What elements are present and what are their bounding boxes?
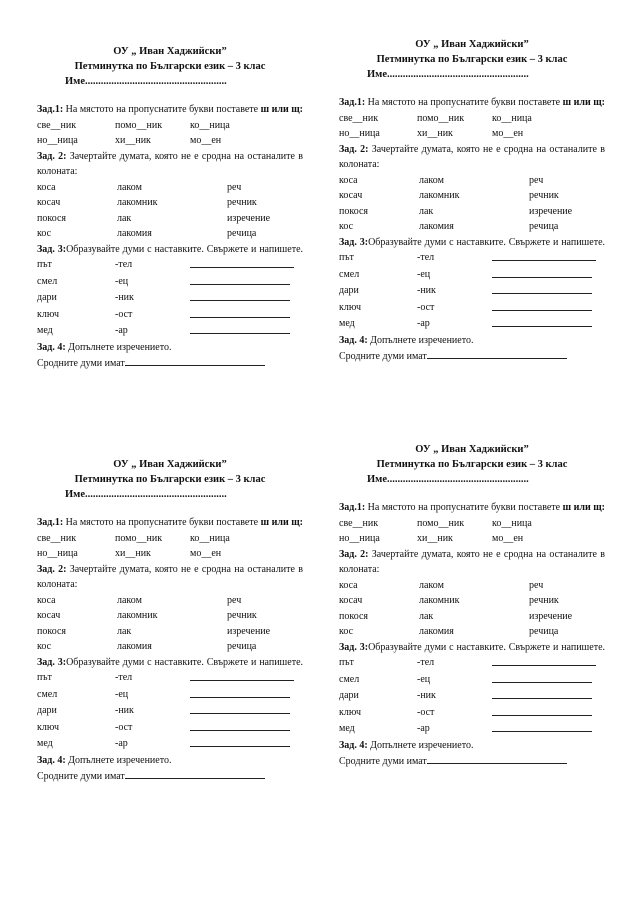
task2-row xyxy=(37,639,303,655)
word-cell: път xyxy=(37,672,52,683)
answer-blank[interactable] xyxy=(125,355,265,366)
task4-text: Допълнете изречението. xyxy=(367,739,474,751)
task1-row xyxy=(37,118,303,134)
task2-instruction xyxy=(339,142,605,173)
suffix-cell: -тел xyxy=(417,657,435,668)
task4-sentence-line xyxy=(37,768,303,785)
school-name: ОУ „ Иван Хаджийски” xyxy=(415,39,529,50)
school-name: ОУ „ Иван Хаджийски” xyxy=(415,444,529,455)
word-cell: лаком xyxy=(419,579,444,591)
answer-blank[interactable] xyxy=(427,348,567,359)
task1-row xyxy=(37,531,303,547)
word-cell: изречение xyxy=(227,212,271,224)
word-cell: коса xyxy=(339,174,358,186)
task3-row xyxy=(339,283,605,300)
word-cell: кос xyxy=(339,626,354,637)
word-cell: кос xyxy=(37,641,52,652)
word-cell: све__ник xyxy=(339,517,379,529)
word-cell: реч xyxy=(227,594,242,606)
answer-blank[interactable] xyxy=(190,307,290,318)
name-line xyxy=(37,487,303,502)
suffix-cell: -ар xyxy=(417,318,430,329)
word-cell: хи__ник xyxy=(115,135,151,146)
task1-label: Зад.1: xyxy=(37,104,64,115)
worksheet-card xyxy=(339,37,605,365)
word-cell: речник xyxy=(227,197,257,208)
word-cell: лак xyxy=(419,610,434,622)
word-cell: хи__ник xyxy=(417,533,453,544)
word-cell: смел xyxy=(37,688,58,700)
suffix-cell: -ец xyxy=(115,275,129,287)
word-cell: речица xyxy=(529,221,559,232)
task4-text: Допълнете изречението. xyxy=(65,754,172,766)
name-label: Име xyxy=(65,76,85,87)
task2-row xyxy=(339,173,605,189)
word-cell: дари xyxy=(37,705,57,716)
task2-row xyxy=(37,211,303,227)
word-cell: све__ник xyxy=(37,119,77,131)
task2-text: Зачертайте думата, която не е сродна на останалите в колоната: xyxy=(339,548,605,575)
suffix-cell: -ник xyxy=(115,705,134,716)
task2-row xyxy=(37,608,303,624)
word-cell: ключ xyxy=(37,308,59,320)
task1-instruction xyxy=(37,515,303,531)
task3-row xyxy=(37,307,303,324)
answer-blank[interactable] xyxy=(190,720,290,731)
task4-text: Допълнете изречението. xyxy=(367,334,474,346)
word-cell: мед xyxy=(37,738,53,749)
word-cell: ко__ница xyxy=(190,119,230,131)
suffix-cell: -ар xyxy=(115,738,128,749)
task4-sentence: Сродните думи имат xyxy=(37,358,125,369)
answer-blank[interactable] xyxy=(492,267,592,278)
word-cell: косач xyxy=(37,197,61,208)
task4-instruction xyxy=(37,340,303,356)
task4-sentence: Сродните думи имат xyxy=(339,351,427,362)
word-cell: покося xyxy=(37,212,66,224)
word-cell: лак xyxy=(117,212,132,224)
task1-instruction xyxy=(37,102,303,118)
answer-blank[interactable] xyxy=(492,688,592,699)
word-cell: лак xyxy=(117,625,132,637)
task4-instruction xyxy=(37,753,303,769)
worksheet-card xyxy=(37,44,303,372)
word-cell: мед xyxy=(37,325,53,336)
task1-text: На мястото на пропуснатите букви поставете xyxy=(365,97,563,108)
task4-sentence: Сродните думи имат xyxy=(339,756,427,767)
word-cell: изречение xyxy=(227,625,271,637)
answer-blank[interactable] xyxy=(190,323,290,334)
answer-blank[interactable] xyxy=(492,721,592,732)
suffix-cell: -ост xyxy=(115,308,133,320)
word-cell: кос xyxy=(339,221,354,232)
answer-blank[interactable] xyxy=(190,290,290,301)
task2-row xyxy=(37,180,303,196)
suffix-cell: -тел xyxy=(417,252,435,263)
task2-row xyxy=(37,226,303,242)
task1-letters: ш или щ: xyxy=(260,517,303,528)
suffix-cell: -ец xyxy=(115,688,129,700)
word-cell: речица xyxy=(227,641,257,652)
task3-row xyxy=(339,300,605,317)
task2-row xyxy=(37,624,303,640)
suffix-cell: -ник xyxy=(417,690,436,701)
word-cell: лаком xyxy=(117,594,142,606)
word-cell: речник xyxy=(227,610,257,621)
task3-row xyxy=(37,703,303,720)
task1-row xyxy=(37,546,303,562)
task1-label: Зад.1: xyxy=(339,97,366,108)
worksheet-subtitle: Петминутка по Български език – 3 клас xyxy=(74,474,266,485)
school-name: ОУ „ Иван Хаджийски” xyxy=(113,46,227,57)
task1-instruction xyxy=(339,95,605,111)
suffix-cell: -ост xyxy=(417,301,435,313)
word-cell: лакомия xyxy=(419,221,454,232)
task2-row xyxy=(37,195,303,211)
task4-text: Допълнете изречението. xyxy=(65,341,172,353)
task2-row xyxy=(339,578,605,594)
name-label: Име xyxy=(367,69,387,80)
word-cell: мед xyxy=(339,318,355,329)
word-cell: път xyxy=(339,252,354,263)
task3-instruction xyxy=(339,235,605,251)
word-cell: косач xyxy=(37,610,61,621)
task3-text: Образувайте думи с наставките. Свържете и напишете. xyxy=(66,243,304,255)
word-cell: косач xyxy=(339,595,363,606)
task1-letters: ш или щ: xyxy=(562,502,605,513)
word-cell: лакомник xyxy=(419,190,460,201)
word-cell: смел xyxy=(339,268,360,280)
word-cell: мо__ен xyxy=(190,135,222,146)
name-dots: ...................................................... xyxy=(386,474,529,485)
word-cell: хи__ник xyxy=(115,548,151,559)
task1-text: На мястото на пропуснатите букви поставете xyxy=(63,104,261,115)
word-cell: кос xyxy=(37,228,52,239)
answer-blank[interactable] xyxy=(492,672,592,683)
word-cell: помо__ник xyxy=(115,532,163,544)
task4-instruction xyxy=(339,333,605,349)
answer-blank[interactable] xyxy=(190,736,290,747)
word-cell: ко__ница xyxy=(492,517,532,529)
task4-label: Зад. 4: xyxy=(339,739,368,751)
suffix-cell: -ар xyxy=(417,723,430,734)
word-cell: помо__ник xyxy=(417,517,465,529)
task3-row xyxy=(339,655,605,672)
word-cell: дари xyxy=(37,292,57,303)
worksheet-card xyxy=(339,442,605,770)
answer-blank[interactable] xyxy=(190,670,294,681)
word-cell: смел xyxy=(37,275,58,287)
worksheet-subtitle: Петминутка по Български език – 3 клас xyxy=(376,54,568,65)
word-cell: ко__ница xyxy=(492,112,532,124)
suffix-cell: -ник xyxy=(115,292,134,303)
task2-text: Зачертайте думата, която не е сродна на останалите в колоната: xyxy=(37,150,303,177)
name-label: Име xyxy=(65,489,85,500)
task2-row xyxy=(339,188,605,204)
word-cell: покося xyxy=(339,610,368,622)
word-cell: лакомник xyxy=(117,197,158,208)
task3-row xyxy=(37,257,303,274)
task1-row xyxy=(339,126,605,142)
answer-blank[interactable] xyxy=(427,753,567,764)
word-cell: хи__ник xyxy=(417,128,453,139)
word-cell: коса xyxy=(37,594,56,606)
word-cell: речица xyxy=(529,626,559,637)
answer-blank[interactable] xyxy=(492,316,592,327)
worksheet-subtitle: Петминутка по Български език – 3 клас xyxy=(74,61,266,72)
task3-text: Образувайте думи с наставките. Свържете и напишете. xyxy=(66,656,304,668)
word-cell: път xyxy=(339,657,354,668)
word-cell: изречение xyxy=(529,205,573,217)
task2-row xyxy=(37,593,303,609)
task3-text: Образувайте думи с наставките. Свържете и напишете. xyxy=(368,236,606,248)
word-cell: мед xyxy=(339,723,355,734)
word-cell: све__ник xyxy=(37,532,77,544)
word-cell: реч xyxy=(529,174,544,186)
worksheet-subtitle: Петминутка по Български език – 3 клас xyxy=(376,459,568,470)
task3-row xyxy=(37,323,303,340)
task1-text: На мястото на пропуснатите букви поставете xyxy=(63,517,261,528)
word-cell: но__ница xyxy=(37,548,78,559)
task2-row xyxy=(339,593,605,609)
task3-instruction xyxy=(37,242,303,258)
word-cell: реч xyxy=(529,579,544,591)
task2-row xyxy=(339,204,605,220)
word-cell: лаком xyxy=(419,174,444,186)
word-cell: лак xyxy=(419,205,434,217)
task3-row xyxy=(339,688,605,705)
task2-label: Зад. 2: xyxy=(339,548,369,560)
school-name: ОУ „ Иван Хаджийски” xyxy=(113,459,227,470)
answer-blank[interactable] xyxy=(492,283,592,294)
suffix-cell: -тел xyxy=(115,259,133,270)
task3-row xyxy=(339,267,605,284)
word-cell: смел xyxy=(339,673,360,685)
word-cell: покося xyxy=(37,625,66,637)
word-cell: речник xyxy=(529,595,559,606)
task3-instruction xyxy=(37,655,303,671)
name-dots: ...................................................... xyxy=(84,76,227,87)
word-cell: мо__ен xyxy=(492,533,524,544)
task4-sentence-line xyxy=(37,355,303,372)
name-line xyxy=(37,74,303,89)
worksheet-card xyxy=(37,457,303,785)
task2-text: Зачертайте думата, която не е сродна на останалите в колоната: xyxy=(37,563,303,590)
answer-blank[interactable] xyxy=(190,257,294,268)
suffix-cell: -тел xyxy=(115,672,133,683)
suffix-cell: -ост xyxy=(115,721,133,733)
name-dots: ...................................................... xyxy=(84,489,227,500)
name-dots: ...................................................... xyxy=(386,69,529,80)
suffix-cell: -ар xyxy=(115,325,128,336)
task3-row xyxy=(339,250,605,267)
task3-text: Образувайте думи с наставките. Свържете и напишете. xyxy=(368,641,606,653)
task1-instruction xyxy=(339,500,605,516)
word-cell: дари xyxy=(339,690,359,701)
task2-row xyxy=(339,624,605,640)
word-cell: коса xyxy=(37,181,56,193)
answer-blank[interactable] xyxy=(492,300,592,311)
word-cell: коса xyxy=(339,579,358,591)
task4-sentence-line xyxy=(339,753,605,770)
task4-sentence-line xyxy=(339,348,605,365)
word-cell: помо__ник xyxy=(115,119,163,131)
task1-row xyxy=(339,111,605,127)
word-cell: изречение xyxy=(529,610,573,622)
word-cell: мо__ен xyxy=(190,548,222,559)
task2-instruction xyxy=(339,547,605,578)
name-line xyxy=(339,67,605,82)
task4-instruction xyxy=(339,738,605,754)
task1-label: Зад.1: xyxy=(37,517,64,528)
word-cell: но__ница xyxy=(339,533,380,544)
answer-blank[interactable] xyxy=(492,655,596,666)
task1-text: На мястото на пропуснатите букви поставете xyxy=(365,502,563,513)
word-cell: лакомия xyxy=(419,626,454,637)
task1-letters: ш или щ: xyxy=(562,97,605,108)
task3-label: Зад. 3: xyxy=(37,243,67,255)
word-cell: речник xyxy=(529,190,559,201)
task1-row xyxy=(37,133,303,149)
task2-label: Зад. 2: xyxy=(339,143,369,155)
task2-instruction xyxy=(37,149,303,180)
task3-row xyxy=(37,274,303,291)
suffix-cell: -ник xyxy=(417,285,436,296)
word-cell: покося xyxy=(339,205,368,217)
word-cell: ключ xyxy=(37,721,59,733)
task4-sentence: Сродните думи имат xyxy=(37,771,125,782)
suffix-cell: -ост xyxy=(417,706,435,718)
answer-blank[interactable] xyxy=(190,274,290,285)
word-cell: път xyxy=(37,259,52,270)
task3-label: Зад. 3: xyxy=(37,656,67,668)
task3-row xyxy=(339,316,605,333)
answer-blank[interactable] xyxy=(125,768,265,779)
answer-blank[interactable] xyxy=(190,703,290,714)
word-cell: реч xyxy=(227,181,242,193)
name-line xyxy=(339,472,605,487)
task1-letters: ш или щ: xyxy=(260,104,303,115)
task2-row xyxy=(339,609,605,625)
word-cell: лаком xyxy=(117,181,142,193)
name-label: Име xyxy=(367,474,387,485)
word-cell: дари xyxy=(339,285,359,296)
task4-label: Зад. 4: xyxy=(37,754,66,766)
task3-label: Зад. 3: xyxy=(339,641,369,653)
word-cell: но__ница xyxy=(339,128,380,139)
task2-text: Зачертайте думата, която не е сродна на останалите в колоната: xyxy=(339,143,605,170)
word-cell: но__ница xyxy=(37,135,78,146)
task4-label: Зад. 4: xyxy=(37,341,66,353)
word-cell: лакомия xyxy=(117,641,152,652)
task3-row xyxy=(37,736,303,753)
task3-row xyxy=(339,672,605,689)
word-cell: ключ xyxy=(339,706,361,718)
word-cell: речица xyxy=(227,228,257,239)
task3-row xyxy=(339,721,605,738)
task2-label: Зад. 2: xyxy=(37,563,67,575)
task3-row xyxy=(37,290,303,307)
task2-row xyxy=(339,219,605,235)
word-cell: ко__ница xyxy=(190,532,230,544)
word-cell: лакомник xyxy=(117,610,158,621)
answer-blank[interactable] xyxy=(492,705,592,716)
word-cell: ключ xyxy=(339,301,361,313)
word-cell: помо__ник xyxy=(417,112,465,124)
suffix-cell: -ец xyxy=(417,673,431,685)
task2-label: Зад. 2: xyxy=(37,150,67,162)
answer-blank[interactable] xyxy=(190,687,290,698)
task3-label: Зад. 3: xyxy=(339,236,369,248)
task3-instruction xyxy=(339,640,605,656)
word-cell: косач xyxy=(339,190,363,201)
task1-row xyxy=(339,531,605,547)
suffix-cell: -ец xyxy=(417,268,431,280)
task3-row xyxy=(339,705,605,722)
task4-label: Зад. 4: xyxy=(339,334,368,346)
task2-instruction xyxy=(37,562,303,593)
word-cell: лакомник xyxy=(419,595,460,606)
task1-label: Зад.1: xyxy=(339,502,366,513)
word-cell: лакомия xyxy=(117,228,152,239)
task3-row xyxy=(37,670,303,687)
task1-row xyxy=(339,516,605,532)
word-cell: мо__ен xyxy=(492,128,524,139)
task3-row xyxy=(37,720,303,737)
task3-row xyxy=(37,687,303,704)
answer-blank[interactable] xyxy=(492,250,596,261)
word-cell: све__ник xyxy=(339,112,379,124)
